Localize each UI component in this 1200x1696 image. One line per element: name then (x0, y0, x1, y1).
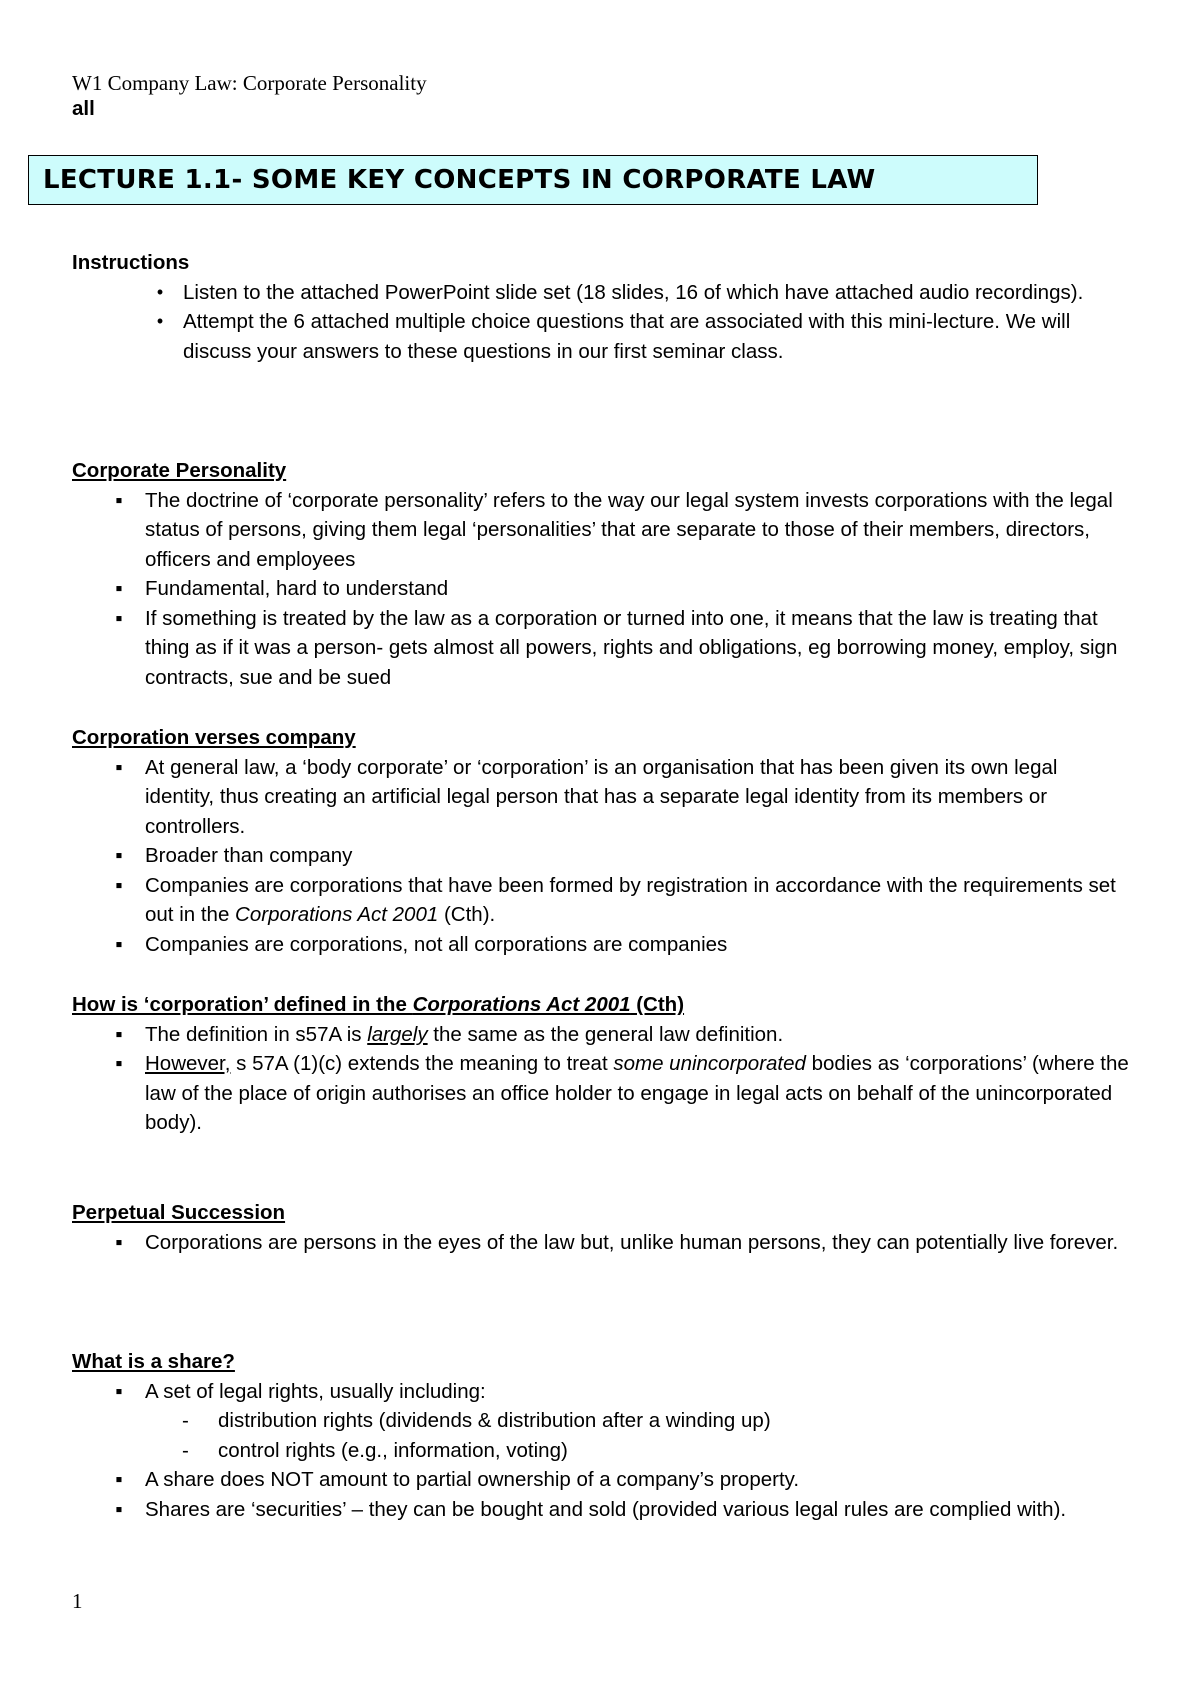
sub-list-item (72, 1436, 1132, 1466)
dash-icon: - (182, 1409, 189, 1432)
list-item (72, 930, 1132, 960)
perpetual-succession-section (72, 1198, 1132, 1257)
corporate-personality-list (72, 486, 1132, 693)
perpetual-succession-list (72, 1228, 1132, 1258)
perpetual-succession-heading: Perpetual Succession (72, 1201, 286, 1224)
corporation-vs-company-list (72, 753, 1132, 960)
square-bullet-icon: ▪ (115, 1022, 123, 1046)
definition-heading (72, 990, 1132, 1020)
definition-section (72, 990, 1132, 1138)
list-item-text: s 57A (1)(c) extends the meaning to treat (230, 1052, 614, 1075)
list-item-text: The definition in s57A is (145, 1022, 368, 1046)
list-item-text: A set of legal rights, usually including: (145, 1379, 486, 1403)
share-sub-list (72, 1406, 1132, 1465)
lecture-title-box (28, 155, 1038, 205)
list-item-text-tail: bodies as ‘corporations’ (where the law of the place of origin authorises an office holder to engage in legal acts on behalf of the unincorporated body). (145, 1052, 1129, 1134)
bullet-icon: • (156, 281, 164, 302)
share-heading: What is a share? (72, 1350, 235, 1373)
square-bullet-icon: ▪ (115, 488, 123, 512)
share-list (72, 1377, 1132, 1407)
instructions-list (72, 278, 1132, 367)
corporate-personality-section (72, 456, 1132, 692)
definition-list (72, 1020, 1132, 1138)
corporation-vs-company-heading: Corporation verses company (72, 726, 356, 749)
list-item-text: The doctrine of ‘corporate personality’ refers to the way our legal system invests corporations with the legal status of persons, giving them legal ‘personalities’ that are separate to those of their members, directors, officers and employees (145, 488, 1113, 571)
instructions-section (72, 248, 1132, 366)
list-item (72, 753, 1132, 842)
list-item-text: At general law, a ‘body corporate’ or ‘corporation’ is an organisation that has been given its own legal identity, thus creating an artificial legal person that has a separate legal identity from its members or controllers. (145, 755, 1058, 838)
list-item-text: Companies are corporations, not all corporations are companies (145, 932, 728, 956)
square-bullet-icon: ▪ (115, 1052, 123, 1075)
square-bullet-icon: ▪ (115, 873, 123, 897)
list-item (72, 1377, 1132, 1407)
sub-list-item-text: control rights (e.g., information, voting) (218, 1438, 568, 1462)
list-item (72, 278, 1132, 308)
square-bullet-icon: ▪ (115, 1468, 123, 1491)
emphasis-however: However, (145, 1052, 231, 1075)
square-bullet-icon: ▪ (115, 577, 123, 600)
list-item-text: If something is treated by the law as a corporation or turned into one, it means that the law is treating that thing as if it was a person- gets almost all powers, rights and obligations, eg borrowing money, employ, sign contracts, sue and be sued (145, 606, 1118, 689)
list-item-text: Shares are ‘securities’ – they can be bought and sold (provided various legal rules are complied with). (145, 1497, 1067, 1521)
list-item (72, 841, 1132, 871)
lecture-title: LECTURE 1.1- SOME KEY CONCEPTS IN CORPORATE LAW (43, 165, 876, 195)
page-number: 1 (72, 1589, 83, 1613)
list-item-text-tail: (Cth). (438, 903, 496, 926)
corporate-personality-heading: Corporate Personality (72, 459, 287, 482)
sub-list-item (72, 1406, 1132, 1436)
definition-heading-act: Corporations Act 2001 (412, 993, 631, 1016)
share-list-continued (72, 1465, 1132, 1524)
definition-heading-tail: (Cth) (630, 993, 685, 1016)
bullet-icon: • (156, 311, 164, 331)
act-name: Corporations Act 2001 (235, 903, 439, 926)
square-bullet-icon: ▪ (115, 1497, 123, 1521)
list-item-text: Corporations are persons in the eyes of the law but, unlike human persons, they can potentially live forever. (145, 1230, 1119, 1254)
list-item-text: Fundamental, hard to understand (145, 577, 449, 600)
instructions-heading: Instructions (72, 251, 190, 274)
page-header (72, 70, 427, 122)
list-item (72, 604, 1132, 693)
list-item (72, 574, 1132, 604)
square-bullet-icon: ▪ (115, 606, 123, 630)
list-item (72, 1049, 1132, 1138)
list-item-text: Listen to the attached PowerPoint slide set (18 slides, 16 of which have attached audio recordings). (183, 280, 1084, 304)
share-section (72, 1347, 1132, 1524)
square-bullet-icon: ▪ (115, 755, 123, 779)
square-bullet-icon: ▪ (115, 844, 123, 867)
corporation-vs-company-section (72, 723, 1132, 959)
list-item (72, 1495, 1132, 1525)
square-bullet-icon: ▪ (115, 1379, 123, 1403)
header-subtitle: all (72, 97, 95, 120)
list-item-text: A share does NOT amount to partial ownership of a company’s property. (145, 1468, 800, 1491)
list-item-text-tail: the same as the general law definition. (427, 1022, 784, 1046)
list-item-text: Broader than company (145, 844, 353, 867)
list-item-text: Attempt the 6 attached multiple choice questions that are associated with this mini-lecture. We will discuss your answers to these questions in our first seminar class. (183, 310, 1071, 363)
square-bullet-icon: ▪ (115, 932, 123, 956)
emphasis-unincorporated: some unincorporated (613, 1052, 806, 1075)
list-item (72, 1020, 1132, 1050)
list-item (72, 486, 1132, 575)
dash-icon: - (182, 1438, 189, 1462)
header-title: W1 Company Law: Corporate Personality (72, 71, 427, 95)
list-item (72, 1465, 1132, 1495)
list-item (72, 871, 1132, 930)
sub-list-item-text: distribution rights (dividends & distribution after a winding up) (218, 1409, 771, 1432)
definition-heading-text: How is ‘corporation’ defined in the (72, 993, 413, 1016)
list-item (72, 307, 1132, 366)
list-item (72, 1228, 1132, 1258)
emphasis-largely: largely (367, 1022, 428, 1046)
list-item-text: Companies are corporations that have been formed by registration in accordance with the requirements set out in the (145, 873, 1116, 926)
square-bullet-icon: ▪ (115, 1230, 123, 1254)
